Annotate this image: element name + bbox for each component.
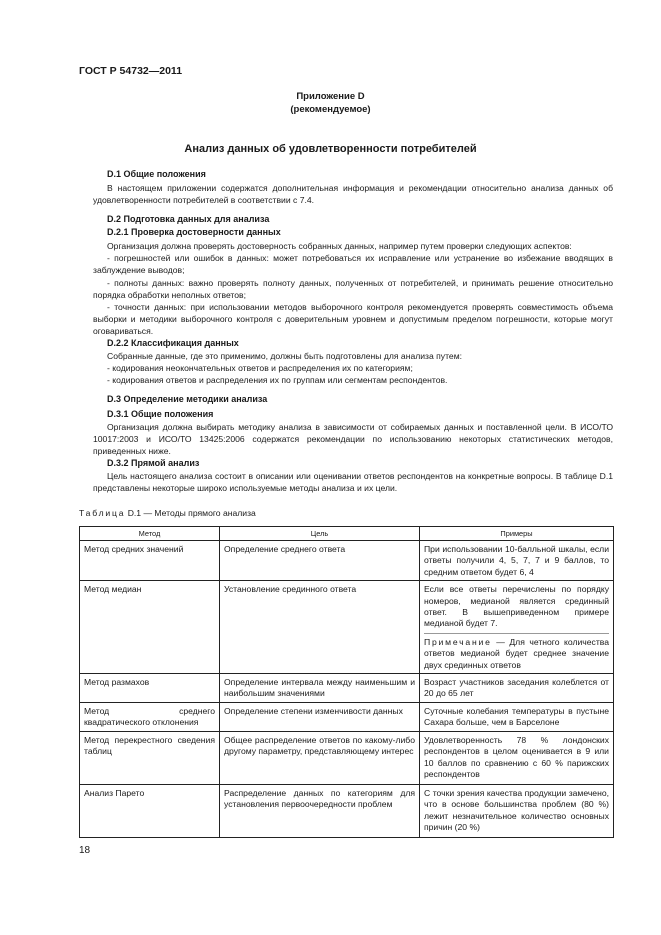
section-d21-intro: Организация должна проверять достоверность собранных данных, например путем проверки следующих аспектов: — [107, 241, 572, 251]
example-cell: Возраст участников заседания колеблется от 20 до 65 лет — [420, 674, 614, 703]
page-number: 18 — [79, 845, 91, 856]
section-d32-heading: D.3.2 Прямой анализ — [107, 458, 200, 468]
section-d21-heading: D.2.1 Проверка достоверности данных — [107, 227, 281, 237]
table-caption-title: D.1 — Методы прямого анализа — [127, 508, 256, 518]
section-d21-item2: - полноты данных: важно проверять полноту данных, полученных от потребителей, и принимать решение относительно порядка обработки неполных ответов; — [93, 278, 613, 301]
table-row — [80, 731, 614, 784]
column-header-method: Метод — [80, 527, 220, 541]
section-d22-item2: - кодирования ответов и распределения их по группам или сегментам респондентов. — [107, 375, 448, 385]
section-d3-heading: D.3 Определение методики анализа — [107, 394, 268, 404]
method-cell: Метод среднего квадратического отклонения — [80, 703, 220, 732]
example-cell: При использовании 10-балльной шкалы, если ответы получили 4, 5, 7, 7 и 9 баллов, то средним ответом будет 6, 4 — [420, 541, 614, 581]
column-header-goal: Цель — [220, 527, 420, 541]
table-row — [80, 784, 614, 837]
method-cell: Метод размахов — [80, 674, 220, 703]
section-d1-heading: D.1 Общие положения — [107, 169, 206, 179]
section-d31-text: Организация должна выбирать методику анализа в зависимости от собираемых данных и поставленной цели. В ИСО/ТО 10017:2003 и ИСО/ТО 13425:2006 содержатся рекомендации по использованию некоторых статистических методов, приведенных ниже. — [93, 422, 613, 457]
goal-cell: Определение интервала между наименьшим и наибольшим значениями — [220, 674, 420, 703]
goal-cell: Определение среднего ответа — [220, 541, 420, 581]
goal-cell: Общее распределение ответов по какому-либо другому параметру, представляющему интерес — [220, 731, 420, 784]
note-text: — Для четного количества ответов медианой будет среднее значение двух срединных ответов — [424, 636, 610, 670]
example-cell: С точки зрения качества продукции замечено, что в основе большинства проблем (80 %) лежит незначительное количество основных причин (20 %) — [420, 784, 614, 837]
method-cell: Анализ Парето — [80, 784, 220, 837]
section-d21-item1: - погрешностей или ошибок в данных: может потребоваться их исправление или устранение во избежание вводящих в заблуждение выводов; — [93, 253, 613, 276]
annex-name: Приложение D — [296, 91, 365, 102]
section-d1-text: В настоящем приложении содержатся дополнительная информация и рекомендации относительно анализа данных об удовлетворенности потребителей в соответствии с 7.4. — [93, 183, 613, 206]
table-note — [424, 633, 609, 671]
method-cell: Метод медиан — [80, 581, 220, 674]
note-label: Примечание — [424, 636, 492, 647]
table-row — [80, 674, 614, 703]
method-cell: Метод средних значений — [80, 541, 220, 581]
section-d31-heading: D.3.1 Общие положения — [107, 409, 214, 419]
example-text: Если все ответы перечислены по порядку номеров, медианой является срединный ответ. В вышеприведенном примере медианой будет 7. — [424, 584, 609, 629]
section-d21-item3: - точности данных: при использовании методов выборочного контроля рекомендуется проверять совместимость объема выборки и методики выборочного контроля с доверительным уровнем и допустимым пределом погрешности, которые могут оговариваться. — [93, 302, 613, 337]
section-d22-item1: - кодирования неокончательных ответов и распределения их по категориям; — [107, 363, 413, 373]
example-cell: Удовлетворенность 78 % лондонских респондентов в целом оценивается в 9 или 10 баллов по сравнению с 60 % парижских респондентов — [420, 731, 614, 784]
page-title: Анализ данных об удовлетворенности потребителей — [184, 143, 477, 155]
table-row — [80, 581, 614, 674]
section-d22-heading: D.2.2 Классификация данных — [107, 338, 239, 348]
goal-cell: Определение степени изменчивости данных — [220, 703, 420, 732]
table-caption — [79, 508, 256, 518]
methods-table — [79, 526, 614, 838]
method-cell: Метод перекрестного сведения таблиц — [80, 731, 220, 784]
standard-header: ГОСТ Р 54732—2011 — [79, 65, 183, 77]
section-d22-intro: Собранные данные, где это применимо, должны быть подготовлены для анализа путем: — [107, 351, 463, 361]
goal-cell: Распределение данных по категориям для установления первоочередности проблем — [220, 784, 420, 837]
example-cell: Суточные колебания температуры в пустыне Сахара больше, чем в Барселоне — [420, 703, 614, 732]
table-row — [80, 703, 614, 732]
table-caption-label: Таблица — [79, 508, 126, 518]
annex-status: (рекомендуемое) — [290, 104, 371, 115]
section-d2-heading: D.2 Подготовка данных для анализа — [107, 214, 270, 224]
column-header-examples: Примеры — [420, 527, 614, 541]
section-d32-text: Цель настоящего анализа состоит в описании или оценивании ответов респондентов на конкретные вопросы. В таблице D.1 представлены некоторые широко используемые методы анализа и их цели. — [93, 471, 613, 494]
example-cell — [420, 581, 614, 674]
goal-cell: Установление срединного ответа — [220, 581, 420, 674]
table-row — [80, 541, 614, 581]
